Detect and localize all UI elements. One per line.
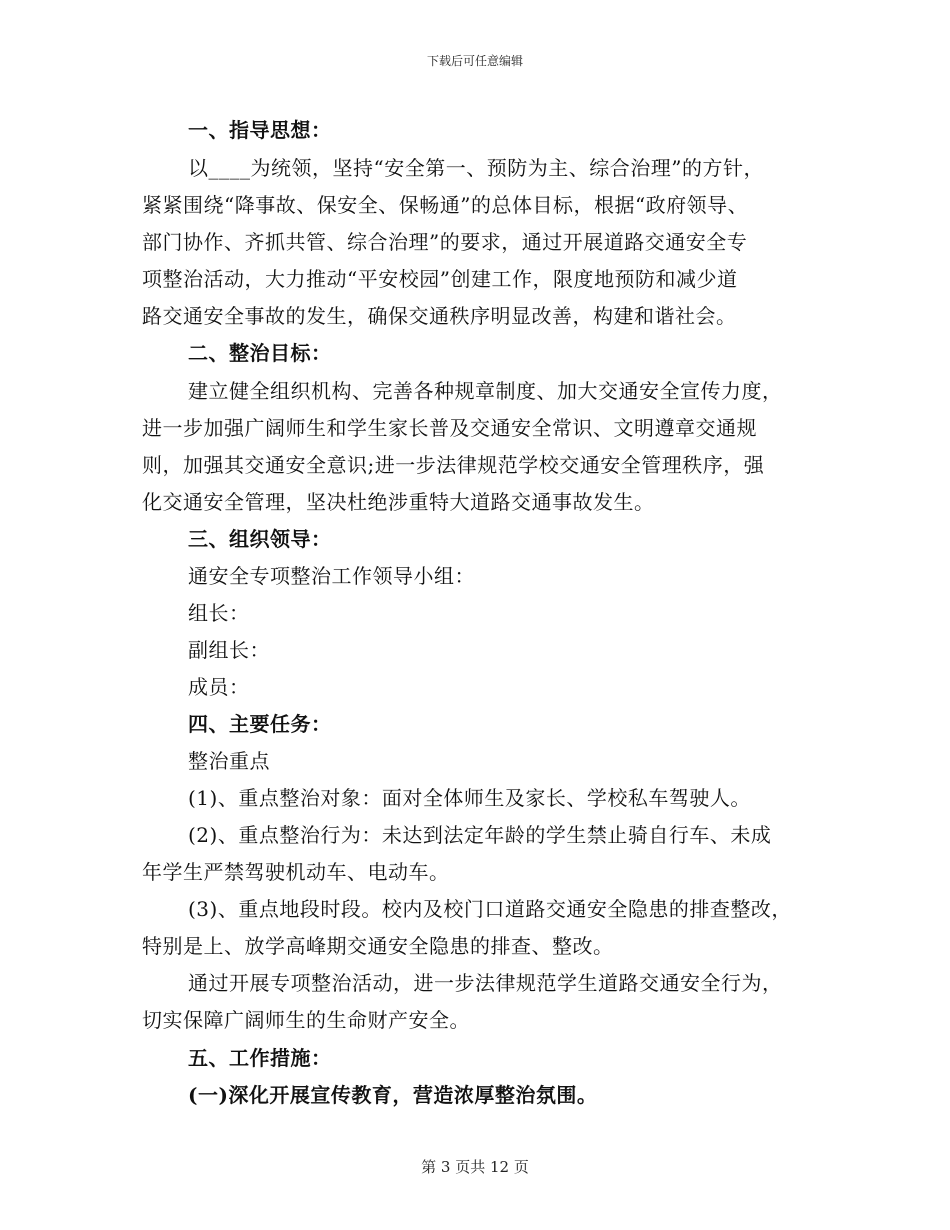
section-heading-4: 四、主要任务：	[188, 712, 332, 736]
paragraph-line: 切实保障广阔师生的生命财产安全。	[142, 1008, 470, 1032]
paragraph-line: 建立健全组织机构、完善各种规章制度、加大交通安全宣传力度，	[188, 379, 783, 403]
deputy-leader-label: 副组长：	[188, 638, 270, 662]
members-label: 成员：	[188, 675, 250, 699]
list-item: (2)、重点整治行为：未达到法定年龄的学生禁止骑自行车、未成	[188, 823, 772, 847]
paragraph-line: 以____为统领，坚持“安全第一、预防为主、综合治理”的方针，	[188, 156, 764, 180]
list-item: (3)、重点地段时段。校内及校门口道路交通安全隐患的排查整改，	[188, 897, 792, 921]
paragraph-line: 化交通安全管理，坚决杜绝涉重特大道路交通事故发生。	[142, 490, 655, 514]
paragraph-line: 通过开展专项整治活动，进一步法律规范学生道路交通安全行为，	[188, 971, 783, 995]
paragraph-line: 紧紧围绕“降事故、保安全、保畅通”的总体目标，根据“政府领导、	[142, 193, 749, 217]
subheading: 整治重点	[188, 749, 270, 773]
list-item-continuation: 年学生严禁驾驶机动车、电动车。	[142, 860, 450, 884]
section-heading-1: 一、指导思想：	[188, 118, 332, 142]
paragraph-line: 则，加强其交通安全意识;进一步法律规范学校交通安全管理秩序，强	[142, 453, 765, 477]
section-heading-5: 五、工作措施：	[188, 1046, 332, 1070]
page-footer: 第 3 页共 12 页	[421, 1158, 529, 1176]
paragraph-line: 部门协作、齐抓共管、综合治理”的要求，通过开展道路交通安全专	[142, 230, 748, 254]
list-item-continuation: 特别是上、放学高峰期交通安全隐患的排查、整改。	[142, 934, 614, 958]
subsection-heading: (一)深化开展宣传教育，营造浓厚整治氛围。	[188, 1083, 598, 1107]
paragraph-line: 路交通安全事故的发生，确保交通秩序明显改善，构建和谐社会。	[142, 304, 737, 328]
section-heading-3: 三、组织领导：	[188, 527, 332, 551]
paragraph-line: 进一步加强广阔师生和学生家长普及交通安全常识、文明遵章交通规	[142, 416, 757, 440]
paragraph-line: 通安全专项整治工作领导小组：	[188, 564, 475, 588]
paragraph-line: 项整治活动，大力推动“平安校园”创建工作，限度地预防和减少道	[142, 267, 738, 291]
page-header: 下载后可任意编辑	[426, 54, 523, 68]
section-heading-2: 二、整治目标：	[188, 341, 332, 365]
leader-label: 组长：	[188, 601, 250, 625]
list-item: (1)、重点整治对象：面对全体师生及家长、学校私车驾驶人。	[188, 786, 751, 810]
